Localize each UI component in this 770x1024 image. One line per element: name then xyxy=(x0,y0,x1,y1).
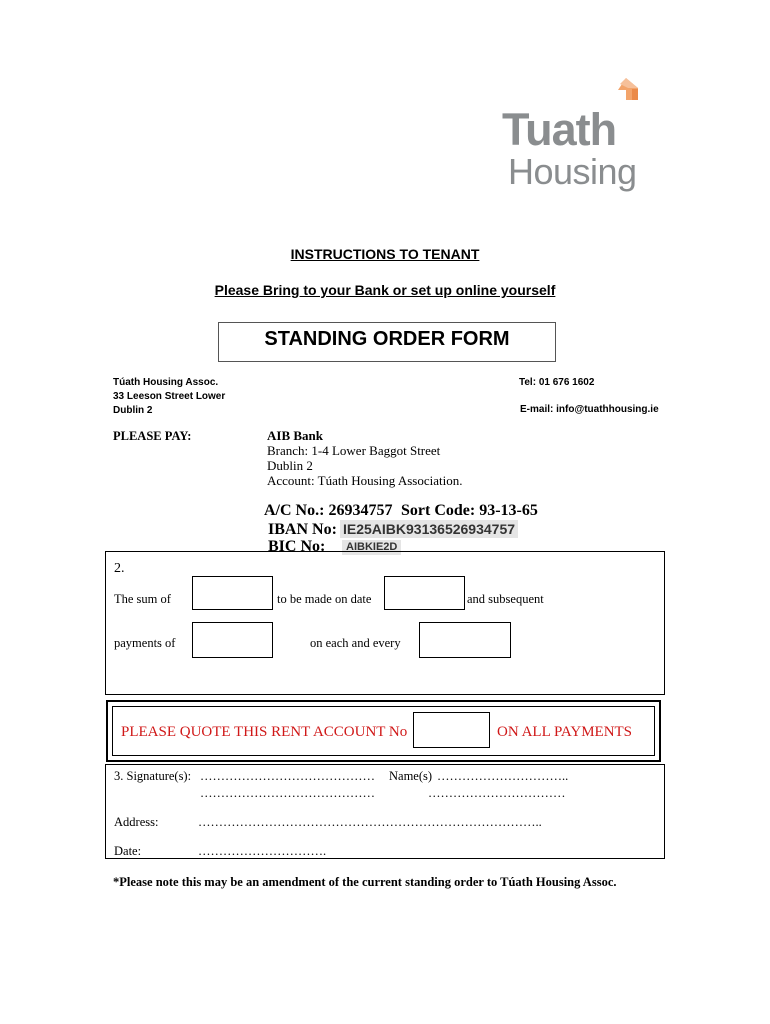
start-date-field[interactable] xyxy=(384,576,465,610)
and-subsequent-label: and subsequent xyxy=(467,592,544,606)
date-line[interactable]: …………………………. xyxy=(198,844,327,858)
iban-label: IBAN No: xyxy=(268,521,337,538)
address-line[interactable]: ……………………………………………………………………….. xyxy=(198,815,542,829)
form-title-box xyxy=(218,322,556,362)
bic-label: BIC No: xyxy=(268,538,326,555)
instructions-heading: INSTRUCTIONS TO TENANT xyxy=(290,246,480,262)
bank-instruction-subheading: Please Bring to your Bank or set up online yourself xyxy=(214,282,556,298)
each-and-every-label: on each and every xyxy=(310,636,401,650)
bic-value: AIBKIE2D xyxy=(342,540,401,555)
signature-label: 3. Signature(s): xyxy=(114,769,192,783)
iban-value: IE25AIBK93136526934757 xyxy=(340,520,518,538)
subsequent-payment-field[interactable] xyxy=(192,622,273,658)
payee-city: Dublin 2 xyxy=(113,405,153,416)
account-number: A/C No.: 26934757 xyxy=(264,502,393,519)
logo-text-housing: Housing xyxy=(508,151,637,192)
house-logo-icon xyxy=(614,74,644,104)
frequency-field[interactable] xyxy=(419,622,511,658)
payee-street: 33 Leeson Street Lower xyxy=(113,391,226,402)
bank-branch: Branch: 1-4 Lower Baggot Street xyxy=(267,443,441,458)
payment-schedule-section xyxy=(105,551,665,695)
bank-city: Dublin 2 xyxy=(267,458,313,473)
bank-name: AIB Bank xyxy=(267,428,323,443)
payee-tel: Tel: 01 676 1602 xyxy=(519,377,595,388)
logo-text-tuath: Tuath xyxy=(502,104,617,155)
payee-address-block xyxy=(113,376,225,418)
payments-of-label: payments of xyxy=(114,636,176,650)
date-label: Date: xyxy=(114,844,142,858)
names-label: Name(s) xyxy=(389,769,433,783)
signature-line-2[interactable]: …………………………………… xyxy=(200,786,375,800)
sum-of-label: The sum of xyxy=(114,592,171,606)
made-on-date-label: to be made on date xyxy=(277,592,372,606)
quote-account-label: PLEASE QUOTE THIS RENT ACCOUNT No xyxy=(121,724,408,740)
bank-details-block xyxy=(267,428,462,488)
rent-account-notice xyxy=(106,700,661,762)
signature-section xyxy=(105,764,665,859)
signature-line-1[interactable]: …………………………………… xyxy=(200,769,375,783)
sum-amount-field[interactable] xyxy=(192,576,273,610)
form-title: STANDING ORDER FORM xyxy=(264,328,510,350)
payee-email: E-mail: info@tuathhousing.ie xyxy=(520,404,659,415)
section-2-number: 2. xyxy=(114,561,125,576)
names-line-1[interactable]: ………………………….. xyxy=(437,769,569,783)
amendment-note: *Please note this may be an amendment of the current standing order to Túath Housing Assoc. xyxy=(113,875,617,889)
sort-code: Sort Code: 93-13-65 xyxy=(401,502,538,519)
please-pay-label: PLEASE PAY: xyxy=(113,429,192,443)
address-label: Address: xyxy=(114,815,159,829)
rent-account-number-field[interactable] xyxy=(413,712,490,748)
on-all-payments-label: ON ALL PAYMENTS xyxy=(497,724,633,740)
bank-account-name: Account: Túath Housing Association. xyxy=(267,473,463,488)
payee-name: Túath Housing Assoc. xyxy=(113,377,219,388)
tuath-housing-logo xyxy=(502,74,652,198)
names-line-2[interactable]: …………………………… xyxy=(428,786,566,800)
